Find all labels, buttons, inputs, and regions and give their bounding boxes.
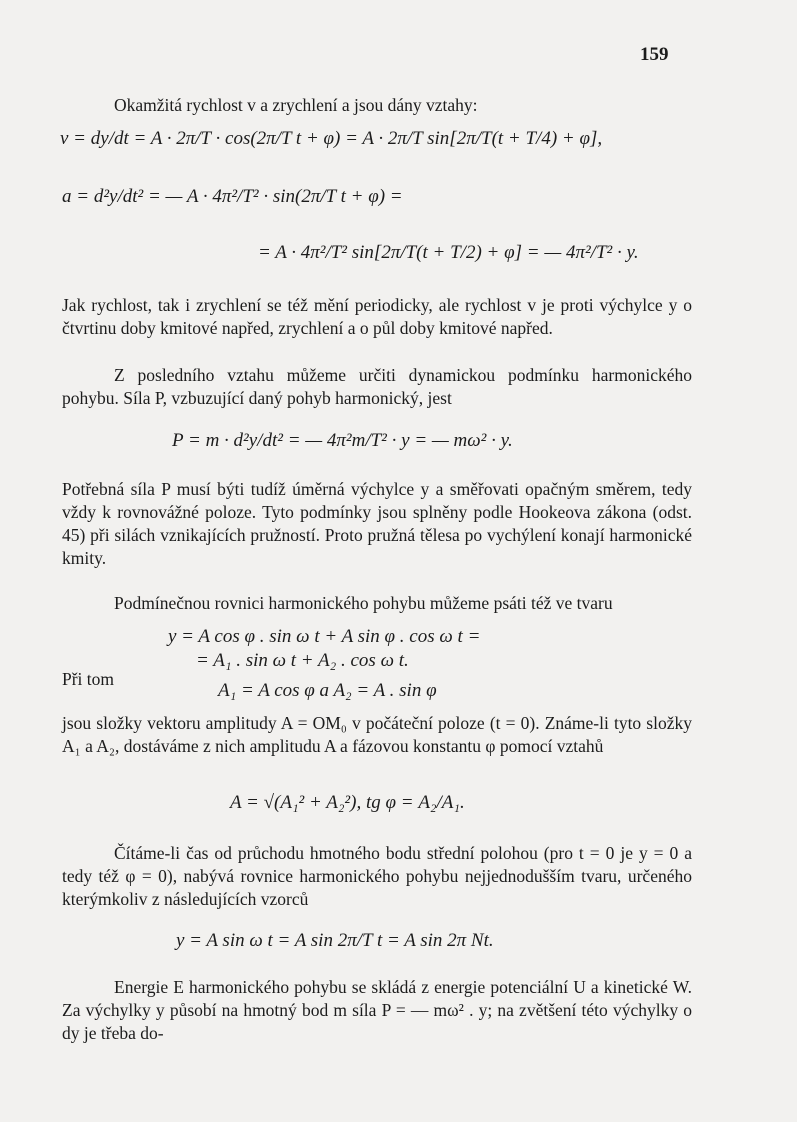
simple-equation-text: y = A sin ω t = A sin 2π/T t = A sin 2π Nt. — [176, 930, 494, 951]
alt-form-equation-line1 — [168, 626, 480, 648]
paragraph-pri-tom — [62, 668, 182, 691]
paragraph-periodicity-text: Jak rychlost, tak i zrychlení se též mění periodicky, ale rychlost v je proti výchylce y o čtvrtinu doby kmitové napřed, zrychlení a o půl doby kmitové napřed. — [62, 295, 692, 338]
amplitude-equation — [230, 792, 465, 814]
paragraph-vector-components-text: jsou složky vektoru amplitudy A = OM₀ v počáteční poloze (t = 0). Známe-li tyto složky A₁ a A₂, dostáváme z nich amplitudu A a fázovou konstantu φ pomocí vztahů — [62, 713, 692, 756]
paragraph-vector-components — [62, 712, 692, 758]
components-equation-text: A₁ = A cos φ a A₂ = A . sin φ — [218, 680, 437, 701]
alt-form-equation-line1-text: y = A cos φ . sin ω t + A sin φ . cos ω t = — [168, 626, 481, 647]
components-equation — [218, 680, 437, 702]
paragraph-alt-form — [62, 592, 692, 615]
paragraph-hooke-text: Potřebná síla P musí býti tudíž úměrná výchylce y a směřovati opačným směrem, tedy vždy k rovnovážné poloze. Tyto podmínky jsou splněny podle Hookeova zákona (odst. 45) při silách vznikajících pružností. Proto pružná tělesa po vychýlení konají harmonické kmity. — [62, 479, 692, 568]
alt-form-equation-line2 — [196, 650, 409, 672]
acceleration-equation-line1-text: a = d²y/dt² = — A · 4π²/T² · sin(2π/T t + φ) = — [62, 186, 403, 207]
paragraph-periodicity — [62, 294, 692, 340]
paragraph-simplest-form — [62, 842, 692, 911]
velocity-equation — [60, 128, 602, 150]
simple-equation — [176, 930, 494, 952]
paragraph-intro-text: Okamžitá rychlost v a zrychlení a jsou dány vztahy: — [114, 95, 478, 115]
paragraph-simplest-form-text: Čítáme-li čas od průchodu hmotného bodu střední polohou (pro t = 0 je y = 0 a tedy též φ = 0), nabývá rovnice harmonického pohybu nejjednodušším tvaru, určeného kterýmkoliv z následujících vzorců — [62, 843, 692, 909]
paragraph-dynamic-condition — [62, 364, 692, 410]
velocity-equation-text: v = dy/dt = A · 2π/T · cos(2π/T t + φ) = A · 2π/T sin[2π/T(t + T/4) + φ], — [60, 128, 603, 149]
acceleration-equation-line2 — [258, 242, 639, 264]
paragraph-energy-text: Energie E harmonického pohybu se skládá z energie potenciální U a kinetické W. Za výchylky y působí na hmotný bod m síla P = — mω² . y; na zvětšení této výchylky o dy je třeba do- — [62, 977, 692, 1043]
paragraph-alt-form-text: Podmínečnou rovnici harmonického pohybu můžeme psáti též ve tvaru — [114, 593, 613, 613]
paragraph-dynamic-condition-text: Z posledního vztahu můžeme určiti dynamickou podmínku harmonického pohybu. Síla P, vzbuzující daný pohyb harmonický, jest — [62, 365, 692, 408]
paragraph-hooke — [62, 478, 692, 570]
paragraph-energy — [62, 976, 692, 1045]
paragraph-pri-tom-text: Při tom — [62, 669, 115, 689]
page-number: 159 — [640, 44, 669, 65]
amplitude-equation-text: A = √(A₁² + A₂²), tg φ = A₂/A₁. — [230, 792, 465, 813]
alt-form-equation-line2-text: = A₁ . sin ω t + A₂ . cos ω t. — [196, 650, 409, 671]
acceleration-equation-line2-text: = A · 4π²/T² sin[2π/T(t + T/2) + φ] = — 4π²/T² · y. — [258, 242, 639, 263]
acceleration-equation-line1 — [62, 186, 403, 208]
force-equation — [172, 430, 513, 452]
force-equation-text: P = m · d²y/dt² = — 4π²m/T² · y = — mω² · y. — [172, 430, 513, 451]
paragraph-intro — [62, 94, 692, 117]
